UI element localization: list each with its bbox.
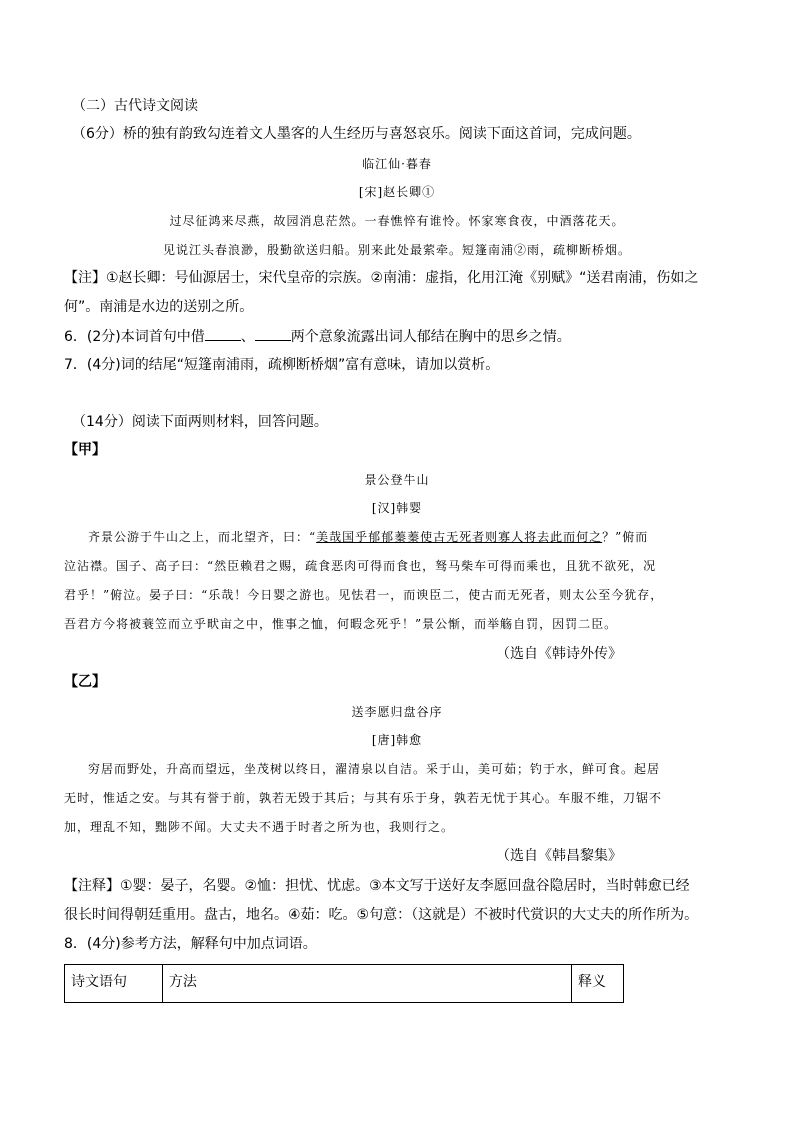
note-line-2: 何”。南浦是水边的送别之所。	[64, 299, 254, 315]
jia-line-3: 君乎！”俯泣。晏子曰：“乐哉！今日婴之游也。见怯君一，而谀臣二，使古而无死者，则太公至今犹存，	[64, 588, 664, 602]
note-line-1: 【注】①赵长卿：号仙源居士，宋代皇帝的宗族。②南浦：虚指，化用江淹《别赋》“送君南浦，伤如之	[64, 270, 699, 286]
table-row	[65, 965, 624, 1003]
annotation-line-1: 【注释】①婴：晏子，名婴。②恤：担忧、忧虑。③本文写于送好友李愿回盘谷隐居时，当时韩愈已经	[64, 878, 690, 894]
part2-intro: （14分）阅读下面两则材料，回答问题。	[72, 414, 328, 430]
yi-line-1: 穷居而野处，升高而望远，坐茂树以终日，濯清泉以自洁。采于山，美可茹；钓于水，鲜可食。起居	[88, 762, 661, 776]
annotation-line-2: 很长时间得朝廷重用。盘古，地名。④茹：吃。⑤句意：（这就是）不被时代赏识的大丈夫的所作所为。	[64, 907, 699, 923]
yi-author: [唐]韩愈	[371, 733, 423, 747]
yi-source: （选自《韩昌黎集》	[496, 848, 622, 864]
section-title: （二）古代诗文阅读	[72, 98, 198, 114]
q6-mid: 、	[240, 329, 255, 345]
jia-title: 景公登牛山	[364, 473, 430, 487]
poem-line-2: 见说江头春浪渺，殷勤欲送归船。别来此处最萦牵。短篷南浦②雨，疏柳断桥烟。	[162, 243, 631, 257]
poem-line-1: 过尽征鸿来尽燕，故园消息茫然。一春憔悴有谁怜。怀家寒食夜，中酒落花天。	[169, 214, 625, 228]
jia-line-1-start: 齐景公游于牛山之上，而北望齐，曰：“	[88, 530, 317, 544]
table-header-sentence: 诗文语句	[65, 965, 163, 1003]
table-header-meaning: 释义	[572, 965, 624, 1003]
method-table	[64, 964, 624, 1003]
table-header-method: 方法	[162, 965, 571, 1003]
q6-suffix: 两个意象流露出词人郁结在胸中的思乡之情。	[290, 329, 571, 345]
jia-line-1-end: ？”俯而	[602, 530, 649, 544]
yi-line-2: 无时，惟适之安。与其有誉于前，孰若无毁于其后；与其有乐于身，孰若无忧于其心。车服不维，刀锯不	[64, 791, 663, 805]
question-6	[64, 326, 571, 347]
yi-line-3: 加，理乱不知，黜陟不闻。大丈夫不遇于时者之所为也，我则行之。	[64, 820, 455, 834]
question-8: 8．(4分)参考方法，解释句中加点词语。	[64, 936, 317, 952]
q6-prefix: 6．(2分)本词首句中借	[64, 329, 205, 345]
yi-title: 送李愿归盘谷序	[351, 705, 443, 719]
answer-blank-1[interactable]	[205, 326, 241, 341]
jia-line-4: 吾君方今将被蓑笠而立乎畎亩之中，惟事之恤，何暇念死乎！”景公惭，而举觞自罚，因罚二臣。	[64, 617, 618, 631]
jia-source: （选自《韩诗外传》	[496, 646, 622, 662]
poem-title: 临江仙·暮春	[362, 157, 432, 171]
jia-line-2: 泣沾襟。国子、高子曰：“然臣赖君之赐，疏食恶肉可得而食也，驽马柴车可得而乘也，且犹不欲死，况	[64, 559, 657, 573]
jia-underlined-sentence: 美哉国乎郁郁蓁蓁使古无死者则寡人将去此而何之	[316, 530, 603, 544]
yi-label: 【乙】	[64, 674, 106, 690]
poem-author: [宋]赵长卿①	[358, 185, 436, 199]
intro-line: （6分）桥的独有韵致勾连着文人墨客的人生经历与喜怒哀乐。阅读下面这首词，完成问题。	[72, 126, 641, 142]
jia-author: [汉]韩婴	[371, 501, 423, 515]
jia-line-1	[88, 527, 648, 547]
jia-label: 【甲】	[64, 442, 106, 458]
answer-blank-2[interactable]	[255, 326, 291, 341]
question-7: 7．(4分)词的结尾“短篷南浦雨，疏柳断桥烟”富有意味，请加以赏析。	[64, 357, 500, 373]
